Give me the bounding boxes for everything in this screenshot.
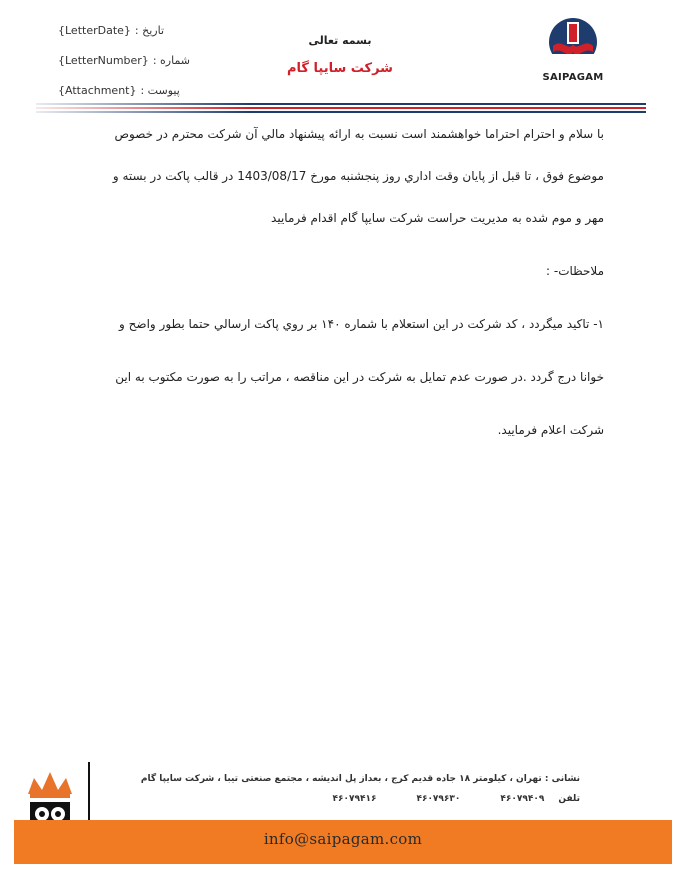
letter-meta: [58, 16, 208, 106]
phone-number: ۴۶۰۷۹۶۳۰: [416, 794, 461, 804]
body-line: ۱- تاکيد ميگردد ، کد شرکت در اين استعلام با شماره ۱۴۰ بر روي پاکت ارسالي حتما بطور واضح و: [119, 317, 604, 331]
letter-number-row: [58, 46, 208, 76]
notes-heading: ملاحظات- :: [546, 264, 604, 278]
invocation-text: بسمه تعالی: [308, 34, 372, 47]
attachment-value: {Attachment}: [58, 84, 137, 97]
footer-orange-bar: [14, 820, 672, 864]
body-line: شرکت اعلام فرماييد.: [497, 423, 604, 437]
company-logo: [540, 18, 606, 90]
letterhead-center: [250, 34, 430, 76]
body-line: موضوع فوق ، تا قبل از پايان وقت اداري روز پنجشنبه مورخ 1403/08/17 در قالب پاکت در بسته و: [112, 169, 604, 183]
letter-body: [72, 124, 604, 441]
footer-separator: [88, 762, 90, 828]
contact-email: info@saipagam.com: [263, 830, 423, 848]
tiba-complex-logo-icon: [22, 764, 78, 828]
letter-number-label: شماره :: [152, 54, 191, 67]
company-address: نشانی : تهران ، کیلومتر ۱۸ جاده قدیم کرج ، بعداز پل اندیشه ، مجتمع صنعتی تیبا ، شرکت سایپا گام: [140, 774, 580, 784]
company-name: شرکت سایپا گام: [287, 61, 393, 76]
phone-number: ۴۶۰۷۹۴۱۶: [332, 794, 377, 804]
letter-date-value: {LetterDate}: [58, 24, 131, 37]
letter-date-label: تاریخ :: [134, 24, 165, 37]
body-line: مهر و موم شده به مديريت حراست شرکت سايپا گام اقدام فرماييد: [271, 211, 604, 225]
logo-wordmark: SAIPAGAM: [542, 72, 604, 83]
letter-date-row: [58, 16, 208, 46]
saipagam-logo-icon: [545, 18, 601, 70]
phone-numbers: [120, 794, 580, 804]
phone-number: ۴۶۰۷۹۴۰۹: [500, 794, 545, 804]
body-line: با سلام و احترام احتراما خواهشمند است نسبت به ارائه پیشنهاد مالي آن شرکت محترم در خصوص: [114, 127, 604, 141]
attachment-label: پیوست :: [140, 84, 180, 97]
letter-number-value: {LetterNumber}: [58, 54, 149, 67]
body-line: خوانا درج گردد .در صورت عدم تمايل به شرکت در اين مناقصه ، مراتب را به صورت مکتوب به اين: [115, 370, 604, 384]
letter-footer: [0, 756, 680, 880]
phone-label: تلفن: [558, 794, 580, 804]
header-divider: [36, 102, 646, 116]
